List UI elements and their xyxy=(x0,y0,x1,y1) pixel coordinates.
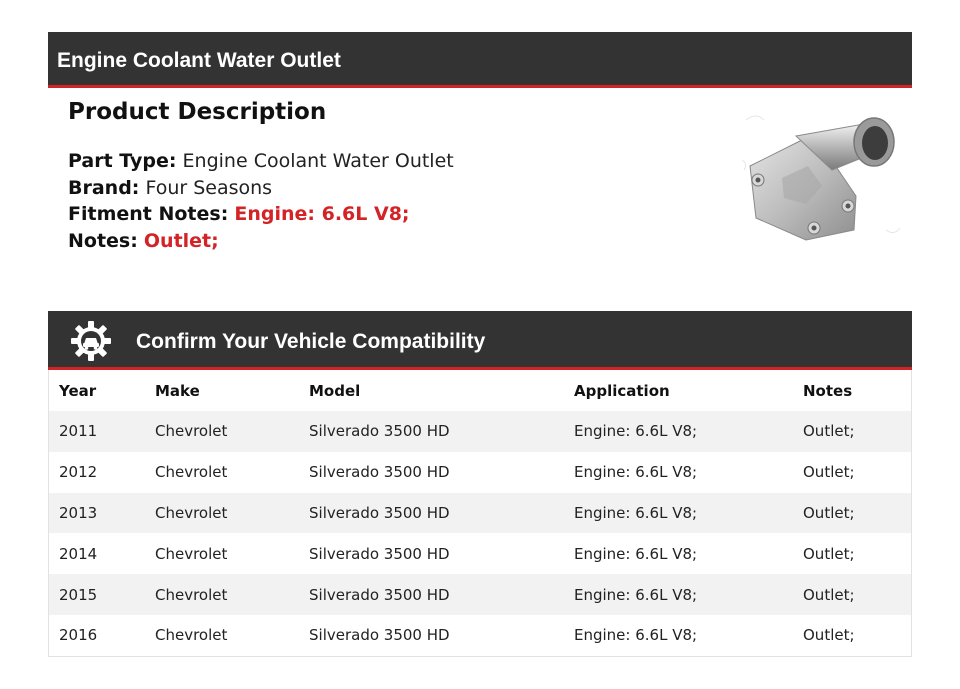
column-header-make: Make xyxy=(155,381,200,400)
cell-year: 2016 xyxy=(59,626,98,645)
cell-application: Engine: 6.6L V8; xyxy=(574,463,698,482)
column-header-notes: Notes xyxy=(803,381,853,400)
cell-model: Silverado 3500 HD xyxy=(299,574,564,615)
cell-model: Silverado 3500 HD xyxy=(309,463,450,482)
column-header-model: Model xyxy=(309,381,361,400)
notes-row xyxy=(68,228,708,255)
cell-application: Engine: 6.6L V8; xyxy=(574,544,698,563)
page-title: Engine Coolant Water Outlet xyxy=(57,48,341,72)
cell-make: Chevrolet xyxy=(145,493,299,534)
table-row xyxy=(49,615,911,656)
cell-year: 2015 xyxy=(49,574,145,615)
compatibility-table-container xyxy=(48,370,912,657)
cell-year: 2012 xyxy=(59,463,98,482)
brand-row xyxy=(68,175,708,202)
cell-application: Engine: 6.6L V8; xyxy=(564,411,793,452)
cell-model: Silverado 3500 HD xyxy=(309,626,450,645)
cell-model: Silverado 3500 HD xyxy=(309,544,450,563)
part-type-label: Part Type: xyxy=(68,150,177,172)
cell-notes: Outlet; xyxy=(793,411,911,452)
table-row xyxy=(49,452,911,493)
column-header-year: Year xyxy=(59,381,97,400)
cell-make: Chevrolet xyxy=(155,544,228,563)
part-type-value: Engine Coolant Water Outlet xyxy=(182,150,454,172)
compatibility-title: Confirm Your Vehicle Compatibility xyxy=(136,329,486,353)
table-row xyxy=(49,411,911,452)
cell-application: Engine: 6.6L V8; xyxy=(564,574,793,615)
cell-year: 2011 xyxy=(49,411,145,452)
cell-application: Engine: 6.6L V8; xyxy=(564,493,793,534)
cell-make: Chevrolet xyxy=(145,574,299,615)
cell-notes: Outlet; xyxy=(803,463,855,482)
brand-label: Brand: xyxy=(68,176,140,199)
notes-label: Notes: xyxy=(68,229,138,252)
water-outlet-part-image xyxy=(736,100,906,258)
part-type-row xyxy=(68,148,708,175)
fitment-row xyxy=(68,201,708,228)
compatibility-table xyxy=(49,370,911,656)
fitment-label: Fitment Notes: xyxy=(68,203,229,225)
description-lines xyxy=(68,148,708,254)
cell-year: 2013 xyxy=(49,493,145,534)
cell-application: Engine: 6.6L V8; xyxy=(574,626,698,645)
cell-make: Chevrolet xyxy=(145,411,299,452)
notes-value: Outlet; xyxy=(143,229,219,252)
cell-notes: Outlet; xyxy=(803,544,855,563)
cell-model: Silverado 3500 HD xyxy=(299,411,564,452)
cell-notes: Outlet; xyxy=(793,493,911,534)
title-bar xyxy=(48,32,912,88)
product-description xyxy=(68,96,708,254)
column-header-application: Application xyxy=(574,381,670,400)
cell-model: Silverado 3500 HD xyxy=(299,493,564,534)
cell-notes: Outlet; xyxy=(803,626,855,645)
cell-make: Chevrolet xyxy=(155,463,228,482)
cell-make: Chevrolet xyxy=(155,626,228,645)
brand-value: Four Seasons xyxy=(145,176,273,199)
table-row xyxy=(49,493,911,534)
description-heading: Product Description xyxy=(68,99,327,125)
table-header-row xyxy=(49,370,911,411)
cell-year: 2014 xyxy=(59,544,98,563)
compatibility-header xyxy=(48,311,912,370)
cell-notes: Outlet; xyxy=(793,574,911,615)
fitment-value: Engine: 6.6L V8; xyxy=(234,203,410,225)
table-row xyxy=(49,574,911,615)
table-row xyxy=(49,533,911,574)
gear-car-icon xyxy=(69,319,113,363)
